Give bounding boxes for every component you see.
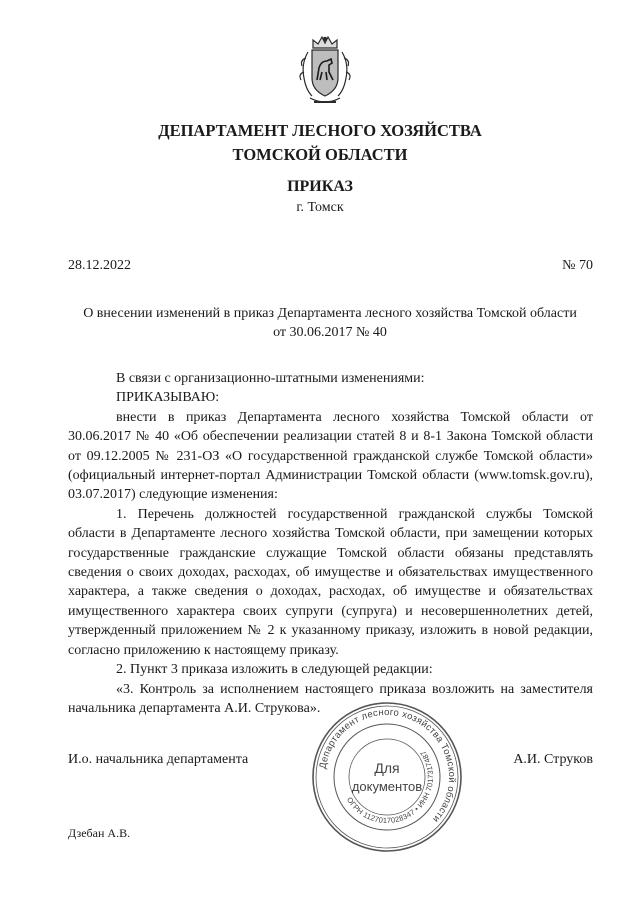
- signatory-name: А.И. Струков: [513, 752, 593, 767]
- document-date: 28.12.2022: [68, 258, 131, 273]
- paragraph-reason: В связи с организационно-штатными изменениями:: [116, 371, 425, 386]
- paragraph-order-word: ПРИКАЗЫВАЮ:: [116, 390, 220, 406]
- document-type: ПРИКАЗ: [287, 178, 353, 195]
- subject-line-2: от 30.06.2017 № 40: [273, 325, 387, 340]
- paragraph-amendment-intro: внести в приказ Департамента лесного хозяйства Томской области от 30.06.2017 № 40 «Об обеспечении реализации статей 8 и 8-1 Закона Томской области от 09.12.2005 № 231-ОЗ «О государственной гражданской службе Томской области» (официальный интернет-портал Администрации Томской области (www.tomsk.gov.ru), 03.07.2017) следующие изменения:: [68, 409, 593, 503]
- paragraph-item-1: 1. Перечень должностей государственной гражданской службы Томской области в Департаменте лесного хозяйства Томской области, при замещении которых государственные гражданские служащие Томской области обязаны представлять сведения о своих доходах, расходах, об имуществе и обязательствах имущественного характера, а также сведения о доходах, расходах, об имуществе и обязательствах имущественного характера своих супруги (супруга) и несовершеннолетних детей, утвержденный приложением № 2 к указанному приказу, изложить в новой редакции, согласно приложению к настоящему приказу.: [68, 506, 593, 658]
- city: г. Томск: [296, 200, 344, 215]
- signatory-position: И.о. начальника департамента: [68, 752, 249, 767]
- org-title-line-1: ДЕПАРТАМЕНТ ЛЕСНОГО ХОЗЯЙСТВА: [158, 121, 482, 140]
- executor-name: Дзебан А.В.: [68, 826, 131, 840]
- document-number: № 70: [562, 258, 593, 273]
- paragraph-item-3: «3. Контроль за исполнением настоящего приказа возложить на заместителя начальника департамента А.И. Струкова».: [68, 681, 593, 716]
- seal-ring-text: Департамент лесного хозяйства Томской области: [317, 706, 458, 825]
- paragraph-item-2: 2. Пункт 3 приказа изложить в следующей редакции:: [116, 662, 433, 678]
- document-subject: [70, 304, 590, 342]
- seal-ids-text: ОГРН 1127017028347 • ИНН 7017317487: [344, 748, 436, 826]
- document-body: [68, 369, 593, 718]
- organization-title: [0, 119, 640, 167]
- subject-line-1: О внесении изменений в приказ Департамента лесного хозяйства Томской области: [83, 306, 577, 321]
- org-title-line-2: ТОМСКОЙ ОБЛАСТИ: [232, 145, 408, 164]
- seal-center-line-1: Для: [374, 760, 400, 776]
- official-seal: [311, 701, 463, 853]
- seal-center-line-2: документов: [351, 779, 423, 794]
- coat-of-arms-emblem: [298, 34, 352, 108]
